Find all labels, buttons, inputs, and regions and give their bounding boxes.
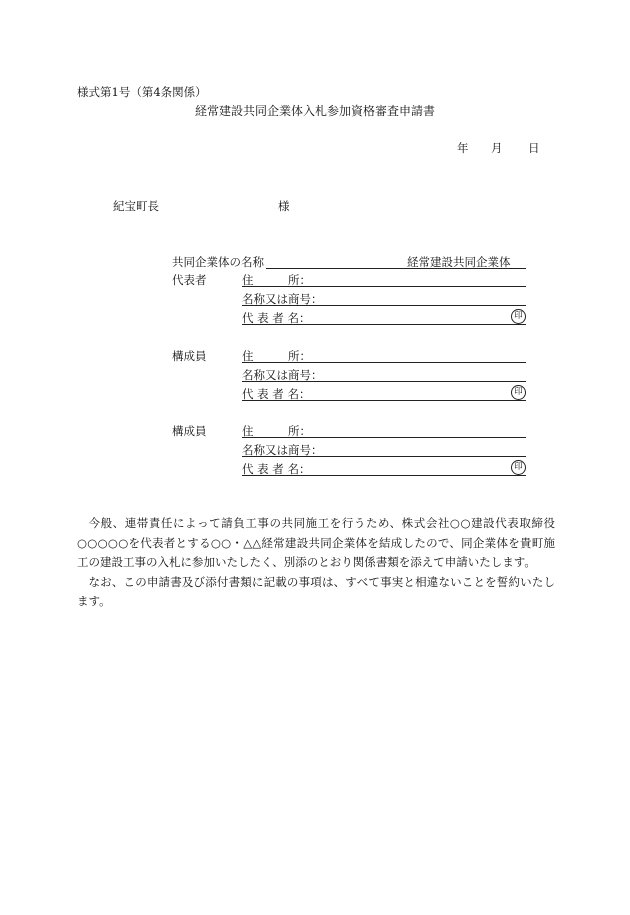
company-label: 名称又は商号： <box>242 443 323 457</box>
address-underline <box>242 286 526 287</box>
seal-icon: 印 <box>511 309 526 324</box>
address-label: 住 所： <box>242 349 311 363</box>
addressee-name: 紀宝町長 <box>113 199 159 213</box>
representative-underline <box>242 475 526 476</box>
member-role: 構成員 <box>172 349 207 363</box>
seal-icon: 印 <box>511 385 526 400</box>
representative-label: 代 表 者 名： <box>242 311 311 325</box>
company-underline <box>242 381 526 382</box>
company-underline <box>242 456 526 457</box>
representative-underline <box>242 400 526 401</box>
member-role: 代表者 <box>172 273 207 287</box>
representative-underline <box>242 324 526 325</box>
jv-name-underline <box>266 268 526 269</box>
declaration-paragraph: なお、この申請書及び添付書類に記載の事項は、すべて事実と相違ないことを誓約いたします。 <box>77 574 555 608</box>
address-underline <box>242 437 526 438</box>
company-underline <box>242 305 526 306</box>
representative-label: 代 表 者 名： <box>242 387 311 401</box>
declaration-paragraph: 今般、連帯責任によって請負工事の共同施工を行うため、株式会社○○建設代表取締役○○○○○を代表者とする○○・△△経常建設共同企業体を結成したので、同企業体を貴町施工の建設工事の入札に参加いたしたく、別添のとおり関係書類を添えて申請いたします。 <box>77 516 555 569</box>
addressee-honorific: 様 <box>278 199 290 213</box>
address-label: 住 所： <box>242 273 311 287</box>
seal-icon: 印 <box>511 460 526 475</box>
company-label: 名称又は商号： <box>242 368 323 382</box>
page-title: 経常建設共同企業体入札参加資格審査申請書 <box>195 104 436 118</box>
jv-name-value: 経常建設共同企業体 <box>407 255 511 269</box>
date-year: 年 <box>457 141 469 155</box>
date-month: 月 <box>491 141 503 155</box>
declaration-text <box>77 514 555 612</box>
member-role: 構成員 <box>172 424 207 438</box>
company-label: 名称又は商号： <box>242 292 323 306</box>
form-number: 様式第1号（第4条関係） <box>77 85 207 99</box>
date-day: 日 <box>528 141 540 155</box>
address-underline <box>242 362 526 363</box>
jv-name-label: 共同企業体の名称 <box>172 255 264 269</box>
address-label: 住 所： <box>242 424 311 438</box>
representative-label: 代 表 者 名： <box>242 462 311 476</box>
